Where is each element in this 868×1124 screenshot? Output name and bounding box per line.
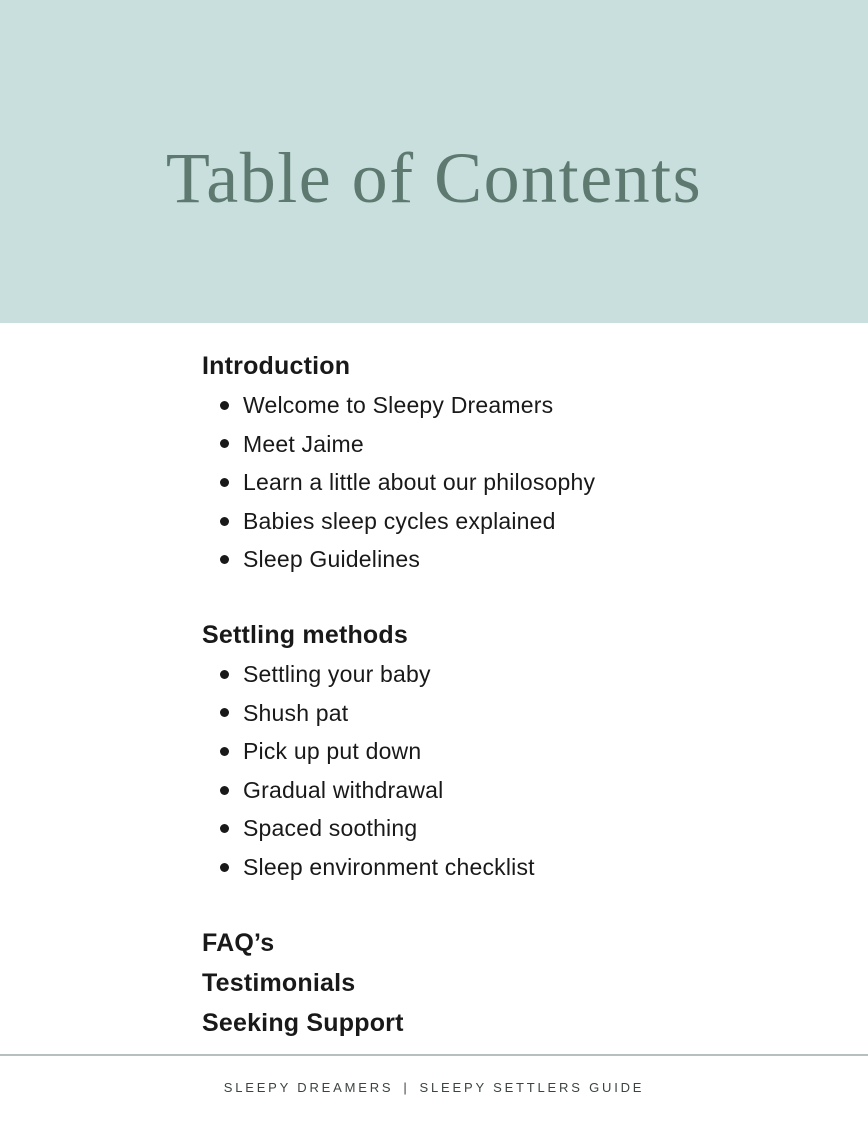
toc-item <box>202 463 808 502</box>
bullet-icon <box>220 863 229 872</box>
bullet-icon <box>220 439 229 448</box>
bullet-icon <box>220 555 229 564</box>
toc-item-label: Settling your baby <box>243 660 431 687</box>
bullet-icon <box>220 708 229 717</box>
toc-item <box>202 425 808 464</box>
toc-section-heading: Settling methods <box>202 620 408 649</box>
toc-section-heading: Introduction <box>202 352 351 380</box>
toc-section-heading: FAQ’s <box>202 928 275 957</box>
footer-document-title: SLEEPY SETTLERS GUIDE <box>419 1080 645 1095</box>
toc-item-label: Shush pat <box>243 699 349 726</box>
toc-section <box>202 615 808 887</box>
toc-section-heading: Testimonials <box>202 968 356 997</box>
toc-section <box>202 346 808 579</box>
toc-item-label: Meet Jaime <box>243 430 364 457</box>
toc-item <box>202 809 808 848</box>
toc-section <box>202 963 808 1003</box>
toc-item-label: Sleep environment checklist <box>243 853 535 880</box>
footer-divider <box>0 1054 868 1056</box>
bullet-icon <box>220 670 229 679</box>
toc-item-label: Gradual withdrawal <box>243 776 444 803</box>
toc-item-list <box>202 386 808 579</box>
toc-section-heading: Seeking Support <box>202 1008 404 1037</box>
footer-text <box>0 1080 868 1095</box>
toc-item-list <box>202 655 808 887</box>
footer-brand: SLEEPY DREAMERS <box>223 1080 394 1095</box>
toc-item <box>202 848 808 887</box>
toc-item-label: Welcome to Sleepy Dreamers <box>243 392 554 418</box>
toc-item <box>202 540 808 579</box>
toc-section <box>202 923 808 963</box>
footer-separator: | <box>403 1080 410 1095</box>
toc-content <box>0 323 868 1043</box>
toc-item-label: Spaced soothing <box>243 815 418 842</box>
bullet-icon <box>220 401 229 410</box>
toc-item <box>202 732 808 771</box>
bullet-icon <box>220 786 229 795</box>
toc-item <box>202 694 808 733</box>
page-header <box>0 0 868 323</box>
page-footer <box>0 1054 868 1124</box>
bullet-icon <box>220 517 229 526</box>
toc-item <box>202 655 808 694</box>
toc-item-label: Pick up put down <box>243 738 422 765</box>
toc-item-label: Learn a little about our philosophy <box>243 469 596 496</box>
page-title: Table of Contents <box>165 138 703 218</box>
bullet-icon <box>220 747 229 756</box>
bullet-icon <box>220 824 229 833</box>
toc-item <box>202 502 808 541</box>
toc-sections <box>202 346 808 1043</box>
toc-item <box>202 386 808 425</box>
toc-item-label: Babies sleep cycles explained <box>243 507 556 534</box>
toc-section <box>202 1003 808 1043</box>
toc-item-label: Sleep Guidelines <box>243 546 421 573</box>
toc-item <box>202 771 808 810</box>
bullet-icon <box>220 478 229 487</box>
